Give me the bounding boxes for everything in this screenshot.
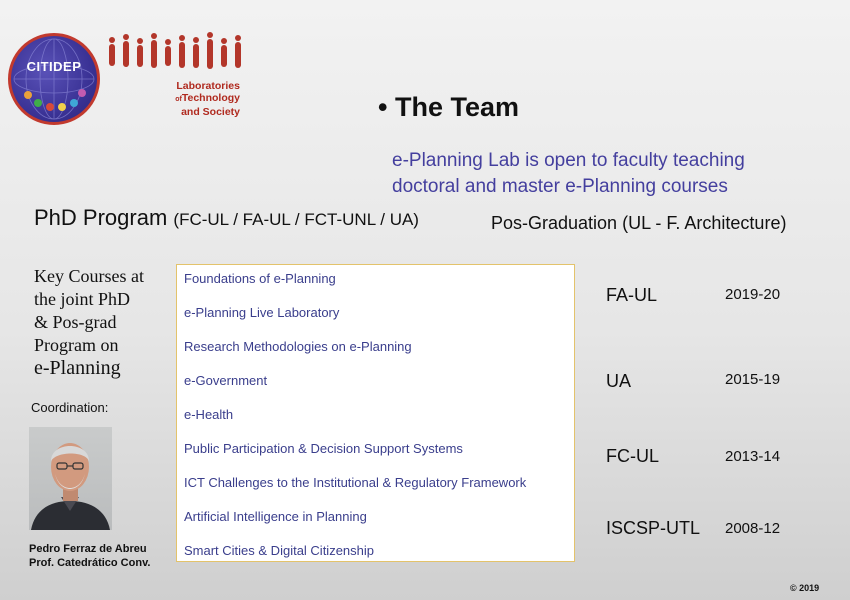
lab-line3: and Society	[181, 106, 240, 118]
course-item: Artificial Intelligence in Planning	[184, 509, 367, 524]
coordination-label: Coordination:	[31, 400, 109, 415]
key-courses-line: Key Courses at	[34, 266, 144, 286]
institution-years: 2019-20	[725, 286, 781, 303]
key-courses-line: & Pos-grad	[34, 312, 117, 332]
subtitle-line1: e-Planning Lab is open to faculty teaching	[392, 150, 745, 171]
coordinator-caption	[29, 542, 150, 570]
institution-name: UA	[606, 371, 632, 391]
course-item: Foundations of e-Planning	[184, 271, 336, 286]
key-courses-topic: e-Planning	[34, 357, 121, 379]
institution-years: 2013-14	[725, 448, 781, 465]
coordinator-photo	[29, 427, 112, 530]
team-title: • The Team	[378, 92, 519, 122]
course-item: Smart Cities & Digital Citizenship	[184, 543, 375, 558]
institution-years: 2008-12	[725, 520, 781, 537]
citidep-logo	[8, 33, 100, 125]
people-figures-icon	[106, 32, 244, 80]
phd-label: PhD Program	[34, 205, 168, 230]
key-courses-line: Program on	[34, 335, 119, 355]
course-item: ICT Challenges to the Institutional & Regulatory Framework	[184, 475, 527, 490]
key-courses-heading	[34, 265, 174, 380]
globe-grid	[8, 33, 100, 125]
subtitle-line2: doctoral and master e-Planning courses	[392, 176, 728, 197]
person-portrait-icon	[29, 427, 112, 530]
lab-logo-text	[160, 80, 240, 118]
institution-name: FA-UL	[606, 285, 658, 305]
key-courses-line: the joint PhD	[34, 289, 131, 309]
course-item: Research Methodologies on e-Planning	[184, 339, 412, 354]
phd-affiliations: (FC-UL / FA-UL / FCT-UNL / UA)	[173, 210, 419, 229]
posgrad-program: Pos-Graduation (UL - F. Architecture)	[491, 213, 787, 233]
institution-name: FC-UL	[606, 446, 659, 466]
phd-program	[34, 205, 419, 231]
lab-description	[392, 148, 812, 200]
lab-line1: Laboratories	[176, 80, 240, 92]
coordinator-name: Pedro Ferraz de Abreu	[29, 543, 147, 555]
course-item: e-Government	[184, 373, 268, 388]
course-item: e-Health	[184, 407, 234, 422]
citidep-name: CITIDEP	[26, 59, 82, 74]
courses-list	[176, 264, 575, 562]
copyright-notice: © 2019	[790, 583, 820, 593]
institution-years: 2015-19	[725, 371, 781, 388]
coordinator-title: Prof. Catedrático Conv.	[29, 557, 151, 569]
course-item: Public Participation & Decision Support Systems	[184, 441, 463, 456]
lab-line2-wrapper	[160, 92, 240, 106]
course-item: e-Planning Live Laboratory	[184, 305, 340, 320]
institution-name: ISCSP-UTL	[606, 518, 701, 538]
lab-line2: Technology	[181, 92, 240, 104]
lab-of: of	[175, 96, 182, 103]
